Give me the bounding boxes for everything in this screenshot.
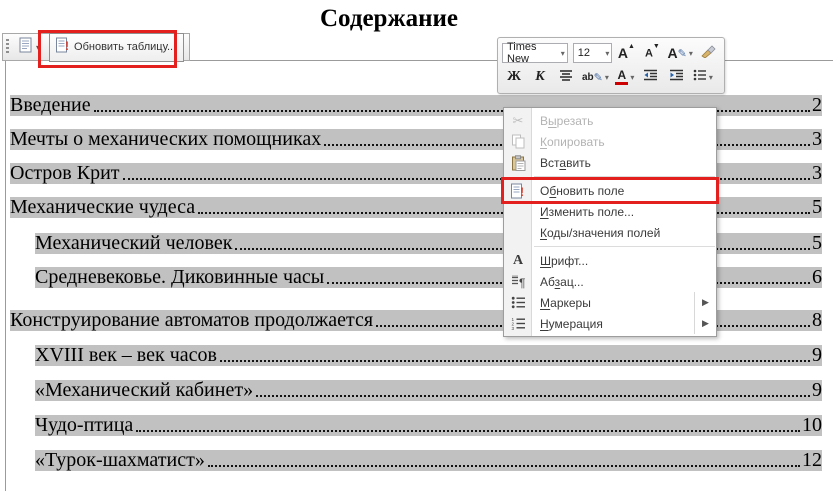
- chevron-down-icon: ▾: [708, 72, 713, 82]
- update-field-icon: [504, 183, 532, 199]
- menu-item-нумерация[interactable]: [504, 313, 716, 334]
- toc-entry[interactable]: [35, 450, 822, 471]
- bold-button[interactable]: [502, 67, 526, 87]
- paste-icon: [504, 155, 532, 171]
- svg-text:1: 1: [511, 317, 514, 322]
- update-table-icon: [55, 37, 71, 58]
- bold-icon: Ж: [507, 69, 521, 84]
- toc-page-number: 2: [812, 94, 822, 116]
- chevron-down-icon: ▾: [560, 48, 565, 58]
- toc-entry-text: Механический человек: [35, 232, 233, 254]
- menu-item-абзац-[interactable]: [504, 271, 716, 292]
- bullets-button[interactable]: [691, 67, 715, 87]
- toc-entry-text: «Турок-шахматист»: [35, 449, 205, 471]
- mini-toolbar-row-1: [502, 41, 720, 65]
- bullets-icon: [693, 68, 707, 86]
- menu-item-вырезать: [504, 110, 716, 131]
- svg-text:3: 3: [511, 326, 514, 330]
- format-painter-button[interactable]: [696, 43, 720, 63]
- toc-document-icon: [18, 37, 33, 58]
- increase-indent-icon: [669, 68, 684, 86]
- svg-text:¶: ¶: [518, 275, 525, 289]
- menu-item-маркеры[interactable]: [504, 292, 716, 313]
- menu-item-обновить-поле[interactable]: [504, 180, 716, 201]
- font-icon: A: [512, 252, 524, 268]
- toc-page-number: 12: [802, 449, 822, 471]
- shrink-font-button[interactable]: [640, 43, 664, 63]
- grow-font-button[interactable]: [614, 43, 638, 63]
- highlight-icon: ab: [582, 71, 594, 83]
- toc-entry-text: Введение: [10, 94, 91, 116]
- toc-entry-text: XVIII век – век часов: [35, 344, 217, 366]
- chevron-down-icon: ▾: [36, 42, 41, 52]
- submenu-arrow-icon: ▶: [694, 313, 716, 334]
- toc-selector-button[interactable]: [13, 34, 45, 61]
- toc-page-number: 3: [812, 128, 822, 150]
- center-align-icon: [559, 68, 573, 86]
- bullets-icon: [504, 296, 532, 309]
- svg-text:!: !: [520, 184, 524, 199]
- toc-entry-text: Механические чудеса: [10, 196, 196, 218]
- paragraph-icon: [504, 275, 532, 289]
- font-name-combo[interactable]: [502, 43, 568, 63]
- toc-page-number: 5: [812, 232, 822, 254]
- toc-entry-text: Средневековье. Диковинные часы: [35, 266, 325, 288]
- toc-page-number: 3: [812, 162, 822, 184]
- menu-item-label: Обновить поле: [540, 183, 625, 198]
- menu-separator: [534, 176, 715, 177]
- font-color-icon: А: [615, 70, 628, 85]
- menu-item-label: Вырезать: [540, 113, 594, 128]
- toc-entry-text: Остров Крит: [10, 162, 120, 184]
- grow-font-icon: A▲: [617, 43, 635, 61]
- toc-entry-text: Мечты о механических помощниках: [10, 128, 322, 150]
- dot-leader: [136, 430, 800, 432]
- decrease-indent-icon: [643, 68, 658, 86]
- quick-styles-icon: A: [667, 45, 678, 61]
- copy-icon: [504, 134, 532, 149]
- toc-page-number: 6: [812, 266, 822, 288]
- font-color-button[interactable]: [613, 67, 637, 87]
- menu-item-шрифт-[interactable]: [504, 250, 716, 271]
- font-size-value: 12: [577, 47, 590, 59]
- italic-icon: К: [535, 69, 545, 84]
- toc-page-number: 8: [812, 309, 822, 331]
- menu-item-label: Изменить поле...: [540, 204, 635, 219]
- toc-entry-text: «Механический кабинет»: [35, 379, 254, 401]
- italic-button[interactable]: [528, 67, 552, 87]
- numbering-icon: [504, 317, 532, 330]
- toc-page-number: 10: [802, 414, 822, 436]
- page-title: Содержание: [319, 5, 458, 32]
- update-table-label: Обновить таблицу...: [74, 41, 177, 53]
- toc-entry[interactable]: [35, 380, 822, 401]
- menu-item-вставить[interactable]: [504, 152, 716, 173]
- toc-page-number: 5: [812, 196, 822, 218]
- menu-item-копировать: [504, 131, 716, 152]
- highlight-button[interactable]: [580, 67, 611, 87]
- center-align-button[interactable]: [554, 67, 578, 87]
- chevron-down-icon: ▾: [630, 72, 635, 82]
- decrease-indent-button[interactable]: [639, 67, 663, 87]
- menu-item-изменить-поле-[interactable]: [504, 201, 716, 222]
- menu-item-label: Вставить: [540, 155, 591, 170]
- font-size-combo[interactable]: [573, 43, 613, 63]
- format-painter-icon: [700, 44, 716, 63]
- toc-page-number: 9: [812, 379, 822, 401]
- svg-text:!: !: [65, 38, 70, 53]
- mini-toolbar-row-2: [502, 65, 720, 89]
- dot-leader: [220, 360, 810, 362]
- menu-item-label: Шрифт...: [540, 253, 589, 268]
- menu-item-label: Копировать: [540, 134, 605, 149]
- toc-entry-text: Чудо-птица: [35, 414, 134, 436]
- menu-item-label: Абзац...: [540, 274, 584, 289]
- chevron-down-icon: ▾: [605, 48, 610, 58]
- update-table-button[interactable]: [49, 33, 184, 62]
- pencil-icon: ✎: [593, 71, 603, 84]
- menu-item-коды-значения-полей[interactable]: [504, 222, 716, 243]
- menu-item-label: Маркеры: [540, 295, 591, 310]
- dot-leader: [208, 465, 800, 467]
- toc-entry-text: Конструирование автоматов продолжается: [10, 309, 374, 331]
- font-name-value: Times New: [507, 41, 537, 65]
- pencil-icon: ✎: [677, 47, 687, 60]
- toc-entry[interactable]: [35, 415, 822, 436]
- menu-item-label: Нумерация: [540, 316, 603, 331]
- submenu-arrow-icon: ▶: [694, 292, 716, 313]
- increase-indent-button[interactable]: [665, 67, 689, 87]
- svg-text:2: 2: [511, 321, 514, 327]
- toc-page-number: 9: [812, 344, 822, 366]
- toc-entry[interactable]: [35, 345, 822, 366]
- toolbar-grip-handle[interactable]: [6, 39, 9, 55]
- shrink-font-icon: A▼: [644, 42, 660, 60]
- toc-toolbar: [2, 33, 190, 61]
- chevron-down-icon: ▾: [688, 48, 693, 58]
- mini-formatting-toolbar: [497, 37, 725, 94]
- dot-leader: [256, 395, 810, 397]
- context-menu: [503, 107, 717, 337]
- scissors-icon: ✂: [512, 112, 524, 128]
- chevron-down-icon: ▾: [604, 72, 609, 82]
- menu-separator: [534, 246, 715, 247]
- quick-styles-button[interactable]: [666, 43, 694, 63]
- menu-item-label: Коды/значения полей: [540, 225, 661, 240]
